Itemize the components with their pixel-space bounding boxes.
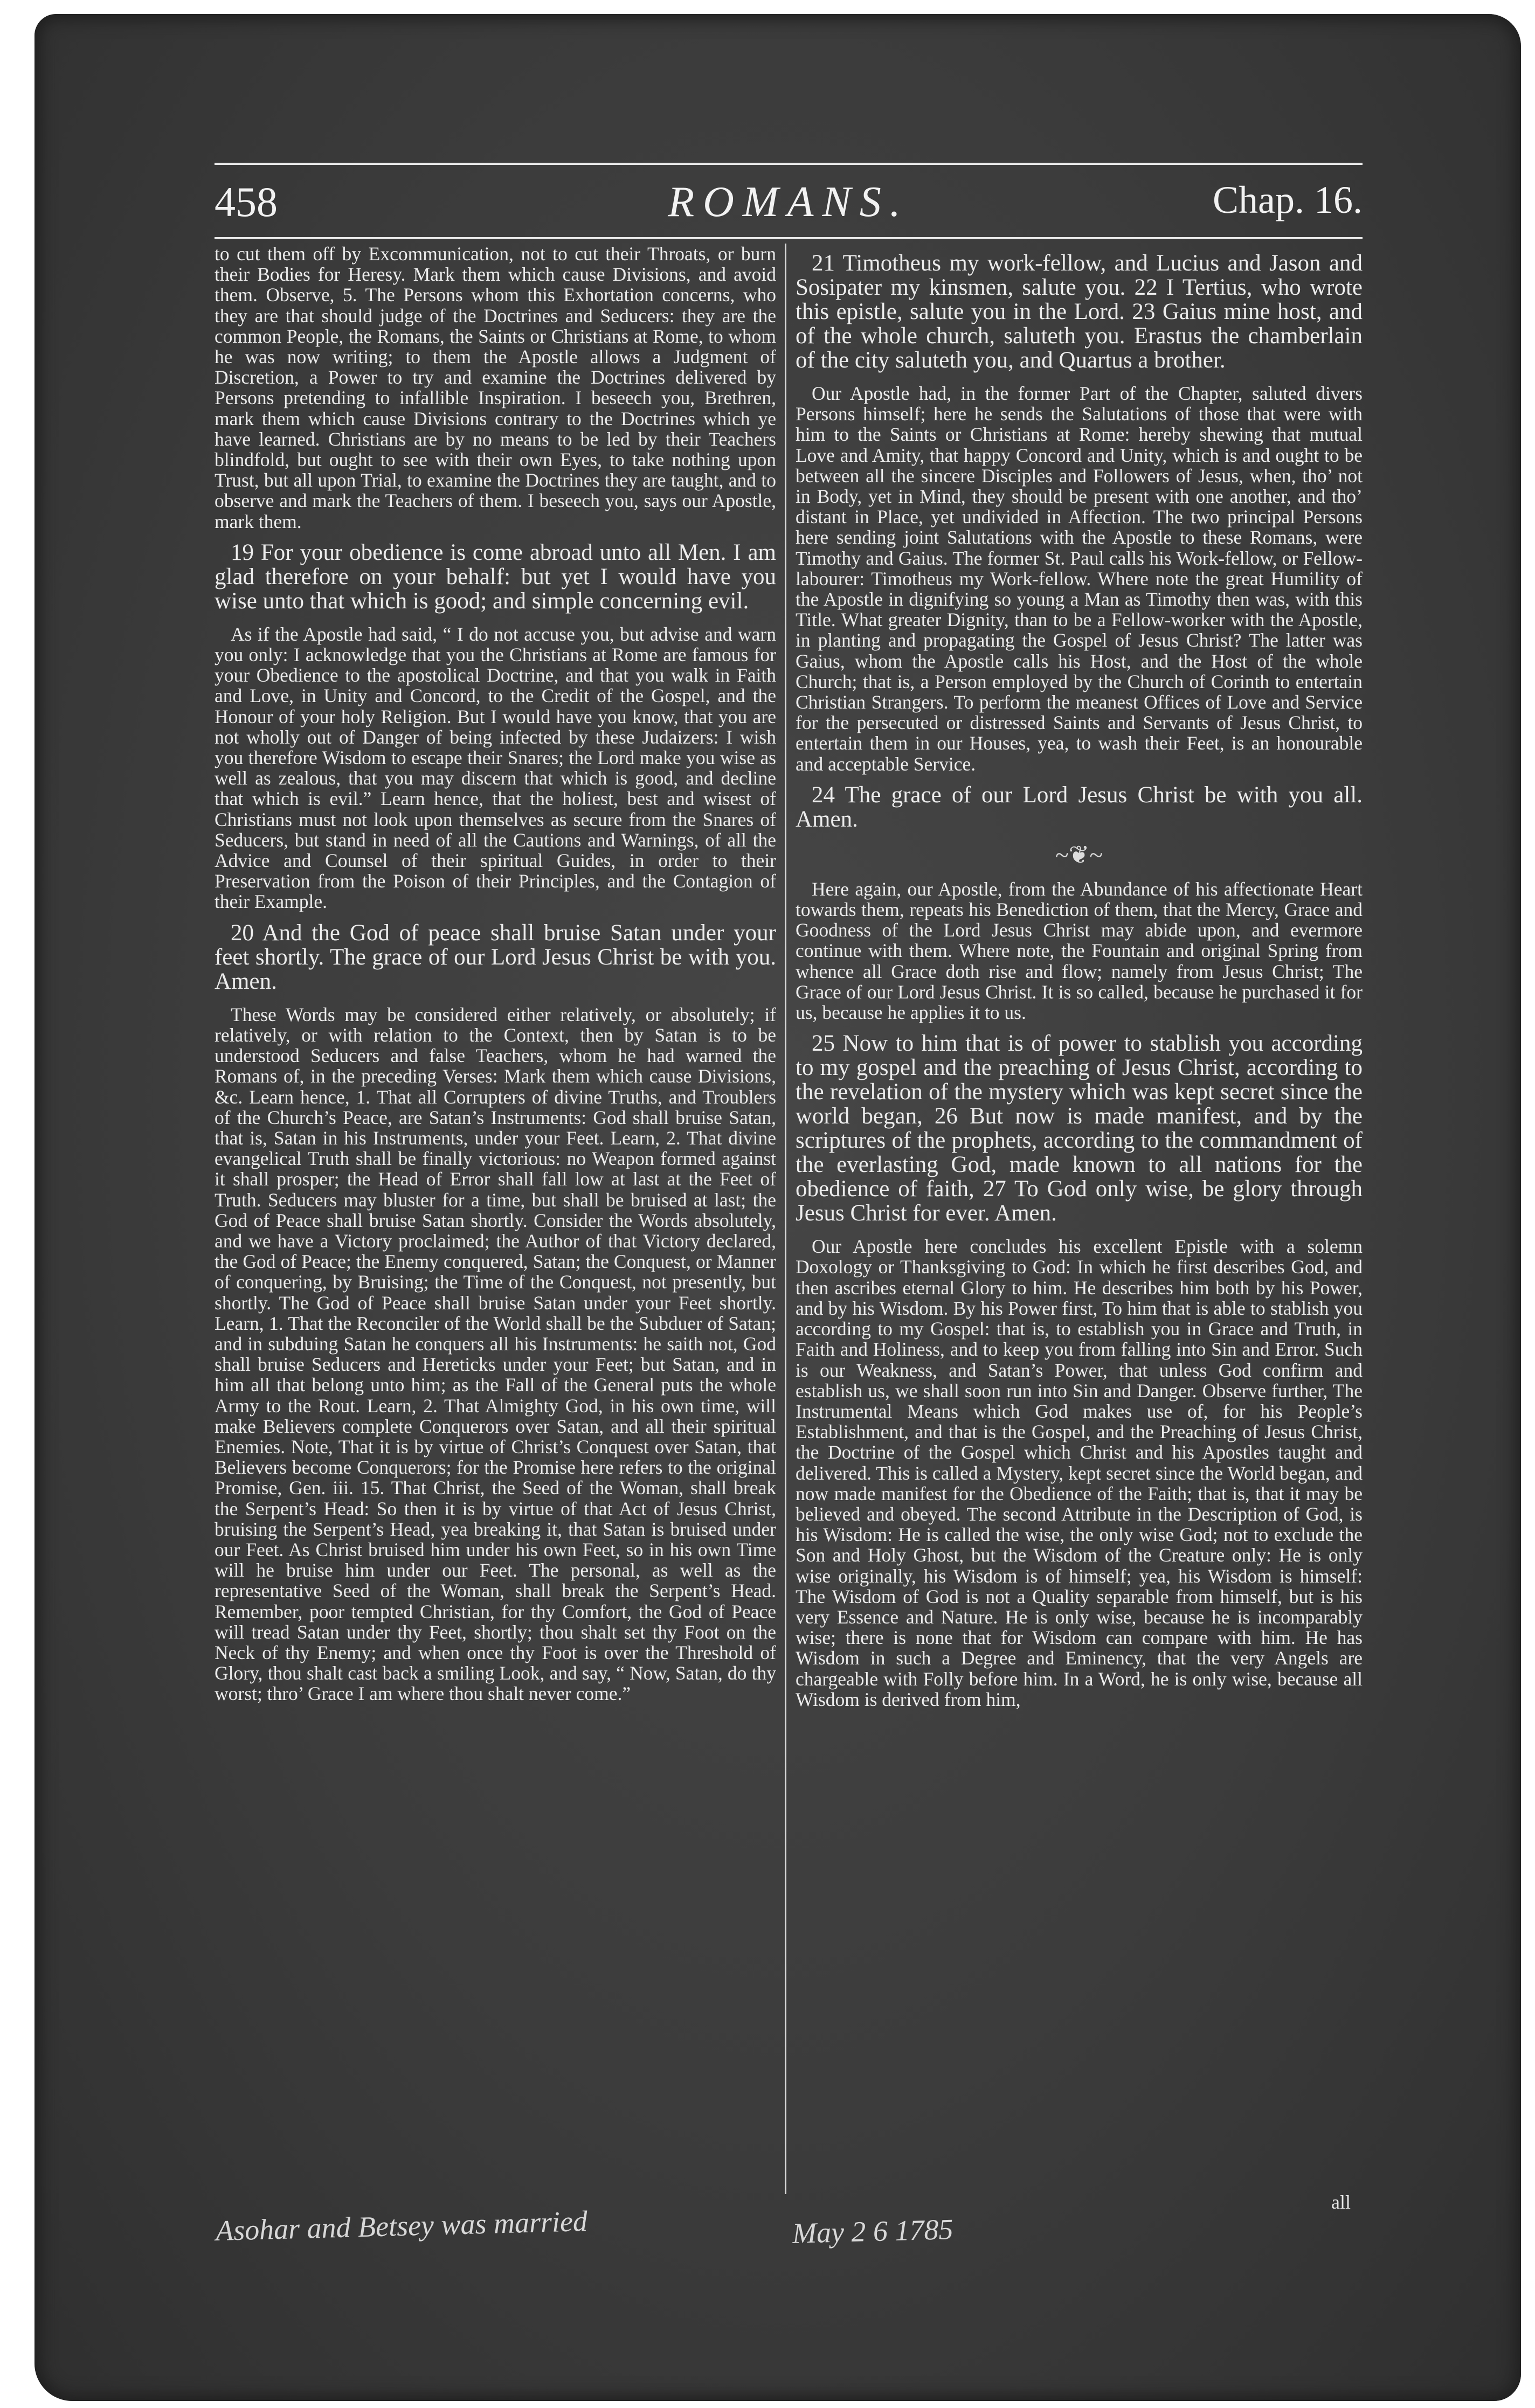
commentary-paragraph: Here again, our Apostle, from the Abundance of his affectionate Heart towards them, repeats his Benediction of them, that the Mercy, Grace and Goodness of the Lord Jesus Christ may abide upon, and evermore continue with them. Where note, the Fountain and original Spring from whence all Grace doth rise and flow; namely from Jesus Christ; The Grace of our Lord Jesus Christ. It is so called, because he purchased it for us, because he applies it to us. — [796, 878, 1363, 1024]
column-divider — [785, 244, 786, 2194]
catchword: all — [1331, 2191, 1351, 2213]
verse-paragraph: 19 For your obedience is come abroad unto all Men. I am glad therefore on your behalf: but yet I would have you wise unto that which is good; and simple concerning evil. — [215, 539, 776, 614]
commentary-paragraph: to cut them off by Excommunication, not to cut their Throats, or burn their Bodies for Heresy. Mark them which cause Divisions, and avoid them. Observe, 5. The Persons whom this Exhortation concerns, who they are that should judge of the Doctrines and Seducers: they are the common People, the Romans, the Saints or Christians at Rome, to whom he was now writing; to them the Apostle allows a Judgment of Discretion, a Power to try and examine the Doctrines delivered by Persons pretending to infallible Inspiration. I beseech you, Brethren, mark them which cause Divisions contrary to the Doctrines which ye have learned. Christians are by no means to be led by their Teachers blindfold, but ought to see with their own Eyes, to take nothing upon Trust, but all upon Trial, to examine the Doctrines they are taught, and to observe and mark the Teachers of them. I beseech you, says our Apostle, mark them. — [215, 244, 776, 532]
verse-paragraph: 20 And the God of peace shall bruise Satan under your feet shortly. The grace of our Lord Jesus Christ be with you. Amen. — [215, 920, 776, 994]
commentary-paragraph: As if the Apostle had said, “ I do not accuse you, but advise and warn you only: I acknowledge that you the Christians at Rome are famous for your Obedience to the apostolical Doctrine, and that you walk in Faith and Love, in Unity and Concord, to the Credit of the Gospel, and the Honour of your holy Religion. But I would have you know, that you are not wholly out of Danger of being infected by these Judaizers: I wish you therefore Wisdom to escape their Snares; the Lord make you wise as well as zealous, that you may discern that which is good, and decline that which is evil.” Learn hence, that the holiest, best and wisest of Christians must not look upon themselves as secure from the Snares of Seducers, but stand in need of all the Cautions and Warnings, of all the Advice and Counsel of their spiritual Guides, in order to their Preservation from the Poison of their Principles, and the Contagion of their Example. — [215, 623, 776, 913]
commentary-paragraph: Our Apostle here concludes his excellent Epistle with a solemn Doxology or Thanksgiving to God: In which he first describes God, and then ascribes eternal Glory to him. He describes him both by his Power, and by his Wisdom. By his Power first, To him that is able to stablish you according to my Gospel: that is, to establish you in Grace and Truth, in Faith and Holiness, and to keep you from falling into Sin and Error. Such is our Weakness, and Satan’s Power, that unless God confirm and establish us, we shall soon run into Sin and Danger. Observe further, The Instrumental Means which God makes use of, for his People’s Establishment, and that is the Gospel, and the Preaching of Jesus Christ, the Doctrine of the Gospel which Christ and his Apostles taught and delivered. This is called a Mystery, kept secret since the World began, and now made manifest for the Obedience of the Faith; that is, that it may be believed and obeyed. The second Attribute in the Description of God, is his Wisdom: He is called the wise, the only wise God; not to exclude the Son and Holy Ghost, but the Wisdom of the Creature only: He is only wise originally, his Wisdom is of himself; yea, his Wisdom is himself: The Wisdom of God is not a Quality separable from himself, but is his very Essence and Nature. He is only wise, because he is incomparably wise; there is none that for Wisdom can compare with him. He has Wisdom in such a Degree and Eminency, that the very Angels are chargeable with Folly before him. In a Word, he is only wise, because all Wisdom is derived from him, — [796, 1236, 1363, 1710]
verse-paragraph: 24 The grace of our Lord Jesus Christ be with you all. Amen. — [796, 782, 1363, 832]
verse-paragraph: 21 Timotheus my work-fellow, and Lucius and Jason and Sosipater my kinsmen, salute you. 22 I Tertius, who wrote this epistle, salute you in the Lord. 23 Gaius mine host, and of the whole church, saluteth you. Erastus the chamberlain of the city saluteth you, and Quartus a brother. — [796, 251, 1363, 373]
left-column — [215, 244, 776, 2216]
flourish-ornament: ~❦~ — [1055, 841, 1103, 869]
page-header — [215, 178, 1363, 237]
top-rule — [215, 163, 1363, 165]
page-number: 458 — [215, 178, 278, 225]
commentary-paragraph: These Words may be considered either relatively, or absolutely; if relatively, or with relation to the Context, then by Satan is to be understood Seducers and false Teachers, whom he had warned the Romans of, in the preceding Verses: Mark them which cause Divisions, &c. Learn hence, 1. That all Corrupters of divine Truths, and Troublers of the Church’s Peace, are Satan’s Instruments: God shall bruise Satan, that is, Satan in his Instruments, under your Feet. Learn, 2. That divine evangelical Truth shall be finally victorious: no Weapon formed against it shall prosper; the Head of Error shall fall low at last at the Feet of Truth. Seducers may bluster for a time, but shall be bruised at last; the God of Peace shall bruise Satan shortly. Consider the Words absolutely, and we have a Victory proclaimed; the Author of that Victory declared, the God of Peace; the Enemy conquered, Satan; the Conquest, or Manner of conquering, by Bruising; the Time of the Conquest, not presently, but shortly. The God of Peace shall bruise Satan under your Feet shortly. Learn, 1. That the Reconciler of the World shall be the Subduer of Satan; and in subduing Satan he conquers all his Instruments: he saith not, God shall bruise Seducers and Hereticks under your Feet; but Satan, and in him all that belong unto him; as the Fall of the General puts the whole Army to the Rout. Learn, 2. That Almighty God, in his own time, will make Believers complete Conquerors over Satan, and all their spiritual Enemies. Note, That it is by virtue of Christ’s Conquest over Satan, that Believers become Conquerors; for the Promise here refers to the original Promise, Gen. iii. 15. That Christ, the Seed of the Woman, shall break the Serpent’s Head: So then it is by virtue of that Act of Jesus Christ, bruising the Serpent’s Head, yea breaking it, that Satan is bruised under our Feet. As Christ bruised him under his own Feet, so in his own Time will he bruise him under our Feet. The personal, as well as the representative Seed of the Woman, shall break the Serpent’s Head. Remember, poor tempted Christian, for thy Comfort, the God of Peace will tread Satan under thy Feet, shortly; thou shalt set thy Foot on the Neck of thy Enemy; and when once thy Foot is over the Threshold of Glory, thou shalt cast back a smiling Look, and say, “ Now, Satan, do thy worst; thro’ Grace I am where thou shalt never come.” — [215, 1003, 776, 1705]
right-column — [796, 244, 1363, 2216]
handwritten-note-left: Asohar and Betsey was married — [215, 2204, 588, 2247]
handwritten-note-right: May 2 6 1785 — [792, 2213, 954, 2250]
verse-paragraph: 25 Now to him that is of power to stablish you according to my gospel and the preaching of Jesus Christ, according to the revelation of the mystery which was kept secret since the world began, 26 But now is made manifest, and by the scriptures of the prophets, according to the commandment of the everlasting God, made known to all nations for the obedience of faith, 27 To God only wise, be glory through Jesus Christ for ever. Amen. — [796, 1031, 1363, 1226]
commentary-paragraph: Our Apostle had, in the former Part of the Chapter, saluted divers Persons himself; here he sends the Salutations of those that were with him to the Saints or Christians at Rome: hereby shewing that mutual Love and Amity, that happy Concord and Unity, which is and ought to be between all the sincere Disciples and Followers of Jesus, when, tho’ not in Body, yet in Mind, they should be present with one another, and tho’ distant in Place, yet undivided in Affection. The two principal Persons here sending joint Salutations with the Apostle to these Romans, were Timothy and Gaius. The former St. Paul calls his Work-fellow, or Fellow-labourer: Timotheus my Work-fellow. Where note the great Humility of the Apostle in dignifying so young a Man as Timothy then was, with this Title. What greater Dignity, than to be a Fellow-worker with the Apostle, in planting and propagating the Gospel of Jesus Christ? The latter was Gaius, whom the Apostle calls his Host, and the Host of the whole Church; that is, a Person employed by the Church of Corinth to entertain Christian Strangers. To perform the meanest Offices of Love and Service for the persecuted or distressed Saints and Servants of Jesus Christ, to entertain them in our Houses, yea, to wash their Feet, is an honourable and acceptable Service. — [796, 383, 1363, 775]
chapter-label: Chap. 16. — [1213, 178, 1363, 221]
running-title: ROMANS. — [668, 178, 909, 226]
header-rule — [215, 237, 1363, 239]
